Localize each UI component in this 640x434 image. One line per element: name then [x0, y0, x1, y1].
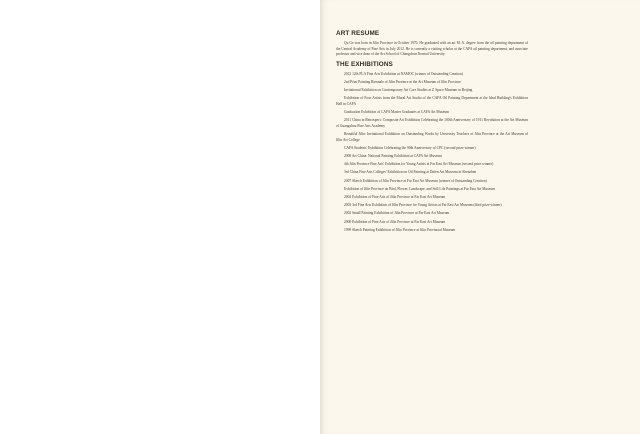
exhibition-item: 2007 Sketch Exhibition of Jilin Province at Far East Art Museum (winner of Outstanding Creation) — [344, 178, 487, 183]
exhibition-item: 4th Jilin Province Fine Arts' Exhibition for Young Artists at Far East Art Museum (second prize winner) — [344, 162, 494, 167]
exhibition-item: Beautiful Jilin: Invitational Exhibition on Outstanding Works by University Teachers of Jilin Province at the Art Museum of Jilin Art College — [336, 132, 528, 142]
biography-paragraph: Qu Ge was born in Jilin Province in October 1970. He graduated with an art M. A. degree from the oil painting department of the Central Academy of Fine Arts in July 2012. He is currently a visiting scholar at the CAFA oil painting department, and associate professor and vice dean of the Art School of Changchun Normal University. — [336, 41, 528, 57]
exhibition-item: 3rd China Fine Arts Colleges' Exhibition on Oil Painting at Dafen Art Museum in Shenzhen — [344, 170, 477, 175]
exhibition-item: 2012 12th PLA Fine Arts Exhibition at NAMOC (winner of Outstanding Creation) — [344, 71, 463, 76]
exhibition-item: 2008 Art China: National Painting Exhibition at CAFA Art Museum — [344, 154, 442, 159]
art-resume-heading: ART RESUME — [336, 30, 380, 37]
exhibitions-heading: THE EXHIBITIONS — [336, 60, 393, 68]
exhibition-item: 2000 Exhibition of Fine Arts of Jilin Province at Far East Art Museum — [344, 219, 446, 224]
exhibition-item: Exhibition of Four Artists from the Mural Art Studio of the CAFA Oil Painting Department at the Ideal Building's Exhibition Hall in CAFA — [336, 96, 528, 106]
exhibition-item: Graduation Exhibition of CAFA Master Graduates at CAFA Art Museum — [344, 110, 449, 115]
exhibition-item: 2011 China in Retrospect: Composite Art Exhibition Celebrating the 100th Anniversary of 1911 Revolution at the Art Museum of Guangzhou Fine Arts Academy — [336, 118, 528, 128]
exhibition-item: 2003 3rd Fine Arts Exhibition of Jilin Province for Young Artists at Far East Art Museum (third prize winner) — [344, 203, 502, 208]
exhibition-item: Exhibition of Jilin Province on Bird, Flower, Landscape, and Still Life Paintings at Far East Art Museum — [344, 186, 495, 191]
exhibition-item: 2004 Exhibition of Fine Arts of Jilin Province at Far East Art Museum — [344, 195, 446, 199]
exhibition-item: CAFA Students' Exhibition Celebrating the 90th Anniversary of CPC (second prize winner) — [344, 145, 476, 150]
exhibition-item: Invitational Exhibition on Contemporary Art Core Studies at Z Space Museum in Beijing — [344, 88, 473, 93]
exhibition-item: 2nd Print Painting Biennale of Jilin Province at the Art Museum of Jilin Province — [344, 79, 461, 84]
exhibition-item: 2002 Small Painting Exhibition of Jilin Province at Far East Art Museum — [344, 211, 450, 216]
exhibitions-list — [336, 72, 528, 234]
resume-content — [336, 30, 528, 236]
exhibition-item: 1999 Sketch Painting Exhibition of Jilin Province at Jilin Provincial Museum — [344, 227, 456, 232]
